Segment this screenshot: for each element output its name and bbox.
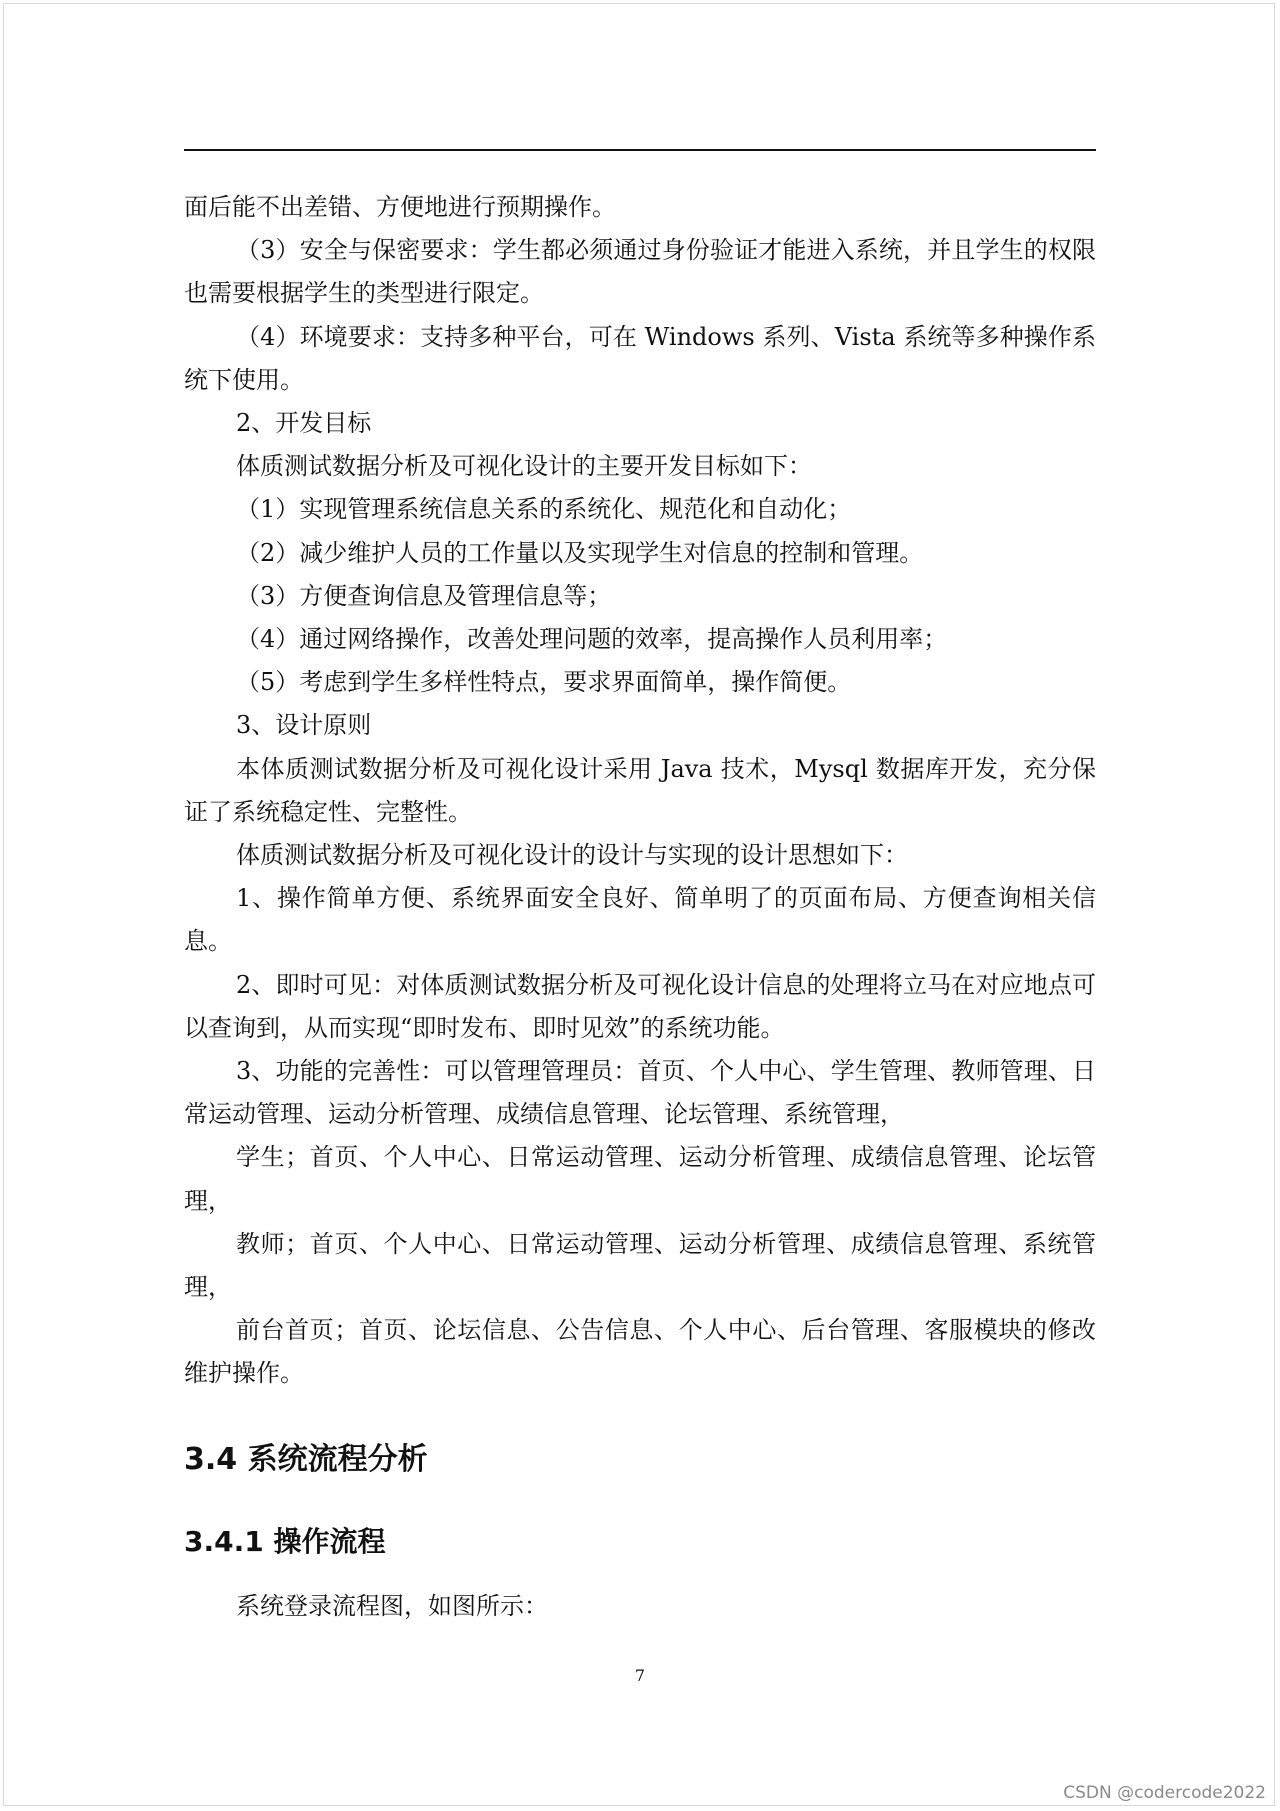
watermark: CSDN @codercode2022 bbox=[1063, 1783, 1266, 1803]
paragraph-13: 体质测试数据分析及可视化设计的设计与实现的设计思想如下： bbox=[236, 841, 908, 870]
paragraph-3: （4）环境要求：支持多种平台，可在 Windows 系列、Vista 系统等多种操作系统下使用。 bbox=[184, 322, 1096, 394]
paragraph-11: 3、设计原则 bbox=[236, 711, 372, 740]
paragraph-10: （5）考虑到学生多样性特点，要求界面简单，操作简便。 bbox=[236, 668, 852, 697]
paragraph-19: 前台首页；首页、论坛信息、公告信息、个人中心、后台管理、客服模块的修改维护操作。 bbox=[184, 1316, 1096, 1388]
paragraph-14: 1、操作简单方便、系统界面安全良好、简单明了的页面布局、方便查询相关信息。 bbox=[184, 884, 1096, 956]
after-text bbox=[184, 1585, 1096, 1628]
paragraph-6: （1）实现管理系统信息关系的系统化、规范化和自动化； bbox=[236, 495, 852, 524]
paragraph-4: 2、开发目标 bbox=[236, 409, 372, 438]
body-text bbox=[184, 186, 1096, 1396]
paragraph-7: （2）减少维护人员的工作量以及实现学生对信息的控制和管理。 bbox=[236, 538, 924, 567]
paragraph-9: （4）通过网络操作，改善处理问题的效率，提高操作人员利用率； bbox=[236, 625, 948, 654]
paragraph-16: 3、功能的完善性：可以管理管理员：首页、个人中心、学生管理、教师管理、日常运动管理、运动分析管理、成绩信息管理、论坛管理、系统管理， bbox=[184, 1057, 1096, 1129]
paragraph-2: （3）安全与保密要求：学生都必须通过身份验证才能进入系统，并且学生的权限也需要根据学生的类型进行限定。 bbox=[184, 236, 1096, 308]
paragraph-8: （3）方便查询信息及管理信息等； bbox=[236, 581, 612, 610]
paragraph-1: 面后能不出差错、方便地进行预期操作。 bbox=[184, 193, 616, 221]
section-heading: 3.4 系统流程分析 bbox=[184, 1442, 428, 1477]
paragraph-18: 教师；首页、个人中心、日常运动管理、运动分析管理、成绩信息管理、系统管理， bbox=[184, 1229, 1096, 1302]
figure-intro-paragraph: 系统登录流程图，如图所示： bbox=[236, 1592, 548, 1620]
paragraph-5: 体质测试数据分析及可视化设计的主要开发目标如下： bbox=[236, 452, 812, 481]
page-number: 7 bbox=[634, 1666, 646, 1685]
paragraph-15: 2、即时可见：对体质测试数据分析及可视化设计信息的处理将立马在对应地点可以查询到，从而实现“即时发布、即时见效”的系统功能。 bbox=[184, 970, 1096, 1042]
paragraph-12: 本体质测试数据分析及可视化设计采用 Java 技术，Mysql 数据库开发，充分保证了系统稳定性、完整性。 bbox=[184, 754, 1096, 826]
paragraph-17: 学生；首页、个人中心、日常运动管理、运动分析管理、成绩信息管理、论坛管理， bbox=[184, 1143, 1096, 1215]
header-rule bbox=[184, 149, 1096, 151]
subsection-heading: 3.4.1 操作流程 bbox=[184, 1525, 386, 1558]
